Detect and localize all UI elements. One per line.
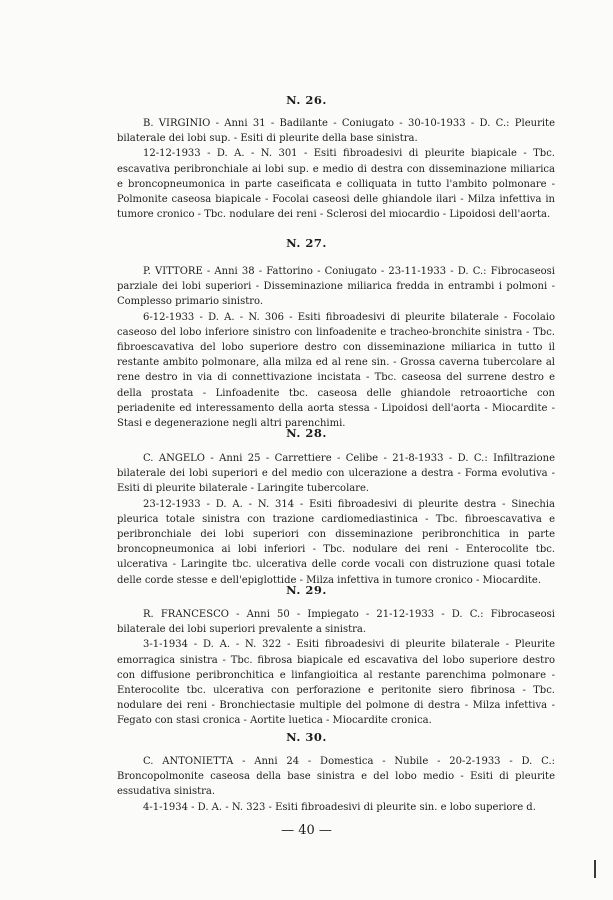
case-heading: N. 28. (286, 426, 327, 440)
scan-edge-mark (594, 860, 596, 878)
autopsy-findings: 3-1-1934 - D. A. - N. 322 - Esiti fibroadesivi di pleurite bilaterale - Pleurite emorragica sinistra - Tbc. fibrosa biapicale ed escavativa del lobo superiore destro con diffusione peribronchitica e linfangioitica al restante parenchima polmonare - Enterocolite tbc. ulcerativa con perforazione e peritonite siero fibrinosa - Tbc. nodulare dei reni - Bronchiectasie multiple del polmone di destra - Milza infettiva - Fegato con stasi cronica - Aortite luetica - Miocardite cronica. (117, 639, 555, 727)
clinical-diagnosis: P. VITTORE - Anni 38 - Fattorino - Coniugato - 23-11-1933 - D. C.: Fibrocaseosi parziale dei lobi superiori - Disseminazione miliarica fredda in entrambi i polmoni - Complesso primario sinistro. (117, 266, 555, 308)
case-heading: N. 27. (286, 236, 327, 250)
case-entry (117, 451, 555, 588)
autopsy-findings: 4-1-1934 - D. A. - N. 323 - Esiti fibroadesivi di pleurite sin. e lobo superiore d. (143, 801, 536, 813)
clinical-diagnosis: C. ANTONIETTA - Anni 24 - Domestica - Nubile - 20-2-1933 - D. C.: Broncopolmonite caseosa della base sinistra e del lobo medio - Esiti di pleurite essudativa sinistra. (117, 756, 555, 798)
clinical-diagnosis: B. VIRGINIO - Anni 31 - Badilante - Coniugato - 30-10-1933 - D. C.: Pleurite bilaterale dei lobi sup. - Esiti di pleurite della base sinistra. (117, 118, 555, 145)
case-entry (117, 264, 555, 431)
case-entry (117, 116, 555, 222)
case-heading: N. 30. (286, 730, 327, 744)
autopsy-findings: 12-12-1933 - D. A. - N. 301 - Esiti fibroadesivi di pleurite biapicale - Tbc. escavativa peribronchiale ai lobi sup. e medio di destra con disseminazione miliarica e broncopneumonica in parte caseificata e colliquata in tutto l'ambito polmonare - Polmonite caseosa biapicale - Focolai caseosi delle ghiandole ilari - Milza infettiva in tumore cronico - Tbc. nodulare dei reni - Sclerosi del miocardio - Lipoidosi dell'aorta. (117, 148, 555, 221)
case-heading: N. 26. (286, 93, 327, 107)
case-entry (117, 754, 555, 815)
page-number: — 40 — (281, 823, 332, 838)
case-heading: N. 29. (286, 583, 327, 597)
clinical-diagnosis: C. ANGELO - Anni 25 - Carrettiere - Celibe - 21-8-1933 - D. C.: Infiltrazione bilaterale dei lobi superiori e del medio con ulcerazione a destra - Forma evolutiva - Esiti di pleurite bilaterale - Laringite tubercolare. (117, 453, 555, 495)
case-entry (117, 607, 555, 729)
autopsy-findings: 23-12-1933 - D. A. - N. 314 - Esiti fibroadesivi di pleurite destra - Sinechia pleurica totale sinistra con trazione cardiomediastinica - Tbc. fibroescavativa e peribronchiale dei lobi superiori con disseminazione peribronchitica in parte broncopneumonica ai lobi inferiori - Tbc. nodulare dei reni - Enterocolite tbc. ulcerativa - Laringite tbc. ulcerativa delle corde vocali con distruzione quasi totale delle corde stesse e dell'epiglottide - Milza infettiva in tumore cronico - Miocardite. (117, 498, 555, 586)
clinical-diagnosis: R. FRANCESCO - Anni 50 - Impiegato - 21-12-1933 - D. C.: Fibrocaseosi bilaterale dei lobi superiori prevalente a sinistra. (117, 609, 555, 636)
autopsy-findings: 6-12-1933 - D. A. - N. 306 - Esiti fibroadesivi di pleurite bilaterale - Focolaio caseoso del lobo inferiore sinistro con linfoadenite e tracheo-bronchite sinistra - Tbc. fibroescavativa del lobo superiore destro con disseminazione miliarica in tutto il restante ambito polmonare, alla milza ed al rene sin. - Grossa caverna tubercolare al rene destro in via di connettivazione incistata - Tbc. caseosa del surrene destro e della prostata - Linfoadenite tbc. caseosa delle ghiandole retroaortiche con periadenite ed interessamento della aorta stessa - Lipoidosi dell'aorta - Miocardite - Stasi e degenerazione negli altri parenchimi. (117, 311, 555, 430)
